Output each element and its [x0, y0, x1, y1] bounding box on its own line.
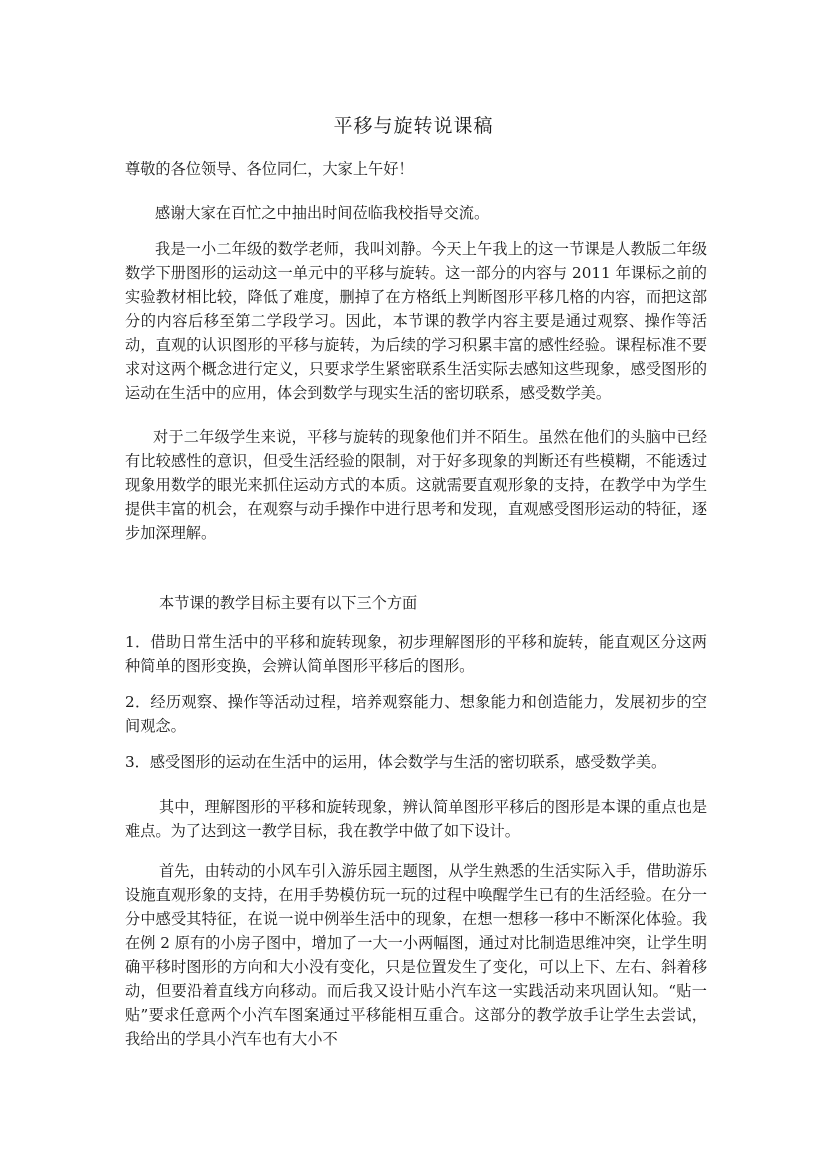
focus-paragraph: 其中，理解图形的平移和旋转现象，辨认简单图形平移后的图形是本课的重点也是难点。为了达到这一教学目标，我在教学中做了如下设计。	[125, 798, 707, 840]
students-paragraph: 对于二年级学生来说，平移与旋转的现象他们并不陌生。虽然在他们的头脑中已经有比较感性的意识，但受生活经验的限制，对于好多现象的判断还有些模糊，不能透过现象用数学的眼光来抓住运动方式的本质。这就需要直观形象的支持，在教学中为学生提供丰富的机会，在观察与动手操作中进行思考和发现，直观感受图形运动的特征，逐步加深理解。	[125, 428, 707, 542]
intro-paragraph: 我是一小二年级的数学老师，我叫刘静。今天上午我上的这一节课是人教版二年级数学下册图形的运动这一单元中的平移与旋转。这一部分的内容与 2011 年课标之前的实验教材相比较，降低了难度，删掉了在方格纸上判断图形平移几格的内容，而把这部分的内容后移至第二学段学习。因此，本节课的教学内容主要是通过观察、操作等活动，直观的认识图形的平移与旋转，为后续的学习积累丰富的感性经验。课程标准不要求对这两个概念进行定义，只要求学生紧密联系生活实际去感知这些现象，感受图形的运动在生活中的应用，体会到数学与现实生活的密切联系，感受数学美。	[125, 240, 707, 402]
goal-item-3: 3．感受图形的运动在生活中的运用，体会数学与生活的密切联系，感受数学美。	[125, 753, 667, 771]
goal-item-1: 1．借助日常生活中的平移和旋转现象，初步理解图形的平移和旋转，能直观区分这两种简单的图形变换，会辨认简单图形平移后的图形。	[125, 633, 707, 675]
goals-intro-paragraph: 本节课的教学目标主要有以下三个方面	[159, 594, 418, 612]
document-title: 平移与旋转说课稿	[333, 115, 494, 137]
thanks-paragraph: 感谢大家在百忙之中抽出时间莅临我校指导交流。	[155, 204, 490, 222]
design-paragraph: 首先，由转动的小风车引入游乐园主题图，从学生熟悉的生活实际入手，借助游乐设施直观形象的支持，在用手势模仿玩一玩的过程中唤醒学生已有的生活经验。在分一分中感受其特征，在说一说中例举生活中的现象，在想一想移一移中不断深化体验。我在例 2 原有的小房子图中，增加了一大一小两幅图，通过对比制造思维冲突，让学生明确平移时图形的方向和大小没有变化，只是位置发生了变化，可以上下、左右、斜着移动，但要沿着直线方向移动。而后我又设计贴小汽车这一实践活动来巩固认知。“贴一贴”要求任意两个小汽车图案通过平移能相互重合。这部分的教学放手让学生去尝试，我给出的学具小汽车也有大小不	[125, 862, 707, 1048]
greeting-paragraph: 尊敬的各位领导、各位同仁，大家上午好！	[125, 160, 414, 178]
goal-item-2: 2．经历观察、操作等活动过程，培养观察能力、想象能力和创造能力，发展初步的空间观念。	[125, 693, 707, 735]
